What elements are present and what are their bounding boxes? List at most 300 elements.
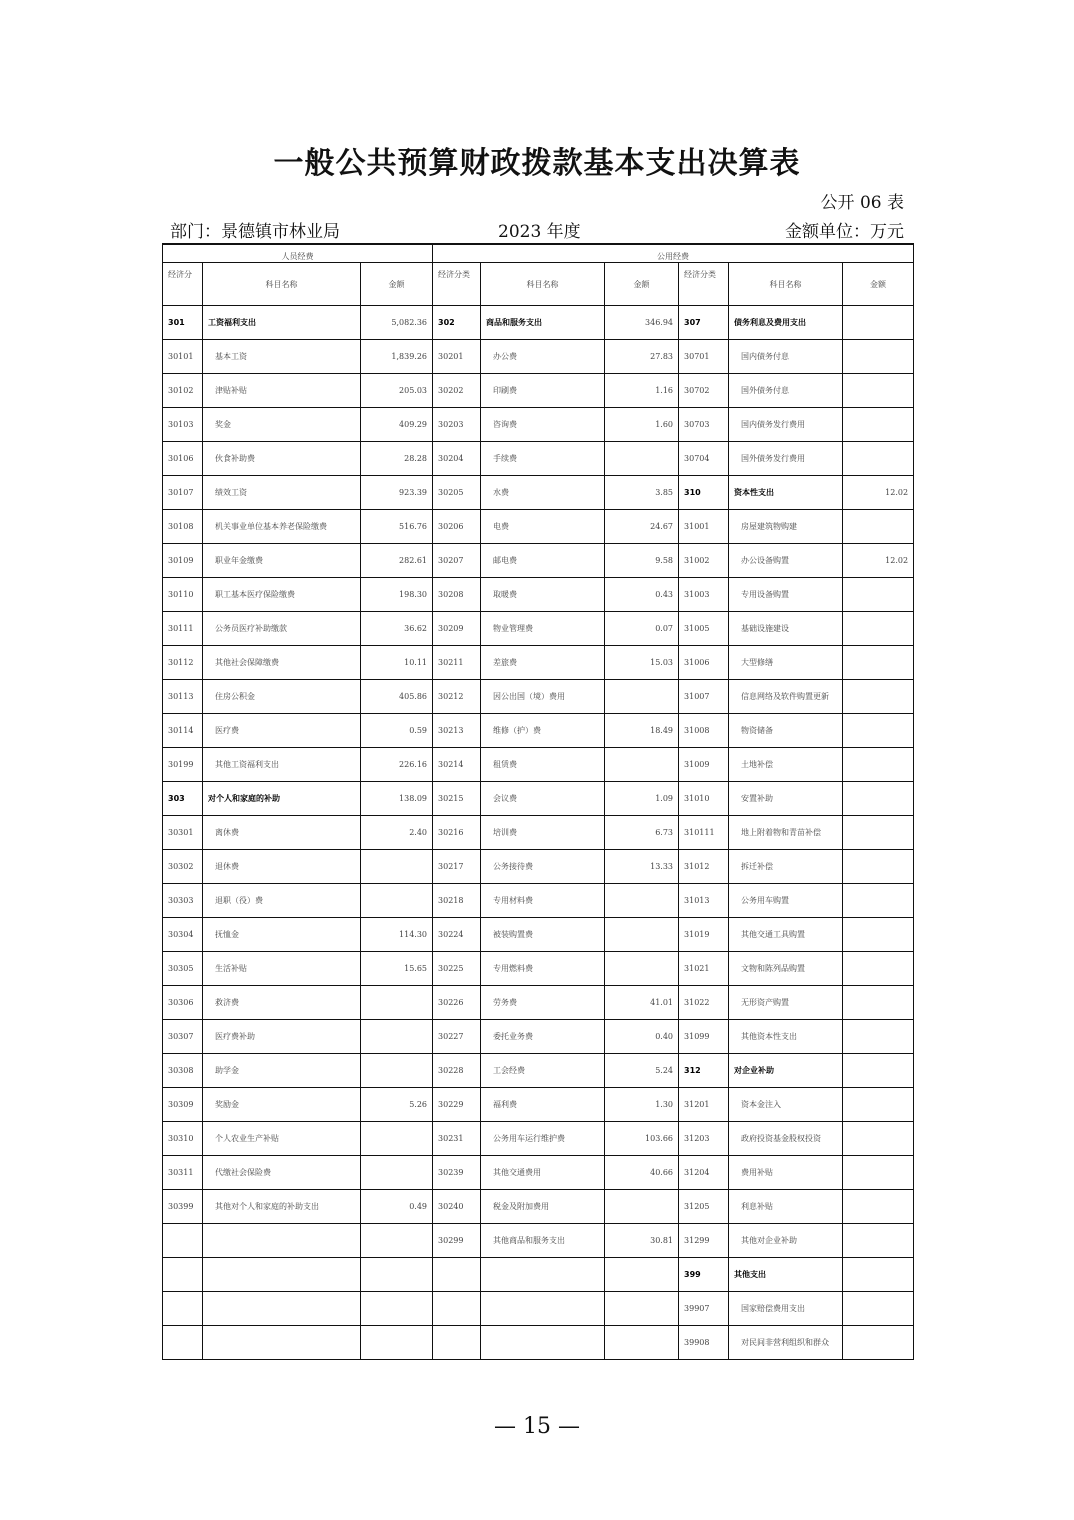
item-name-cell: 委托业务费 (481, 1020, 605, 1054)
item-name-cell: 其他商品和服务支出 (481, 1224, 605, 1258)
econ-code-cell: 31204 (679, 1156, 729, 1190)
econ-code-cell: 31010 (679, 782, 729, 816)
econ-code-cell: 30208 (433, 578, 481, 612)
econ-code-cell: 30103 (163, 408, 203, 442)
item-name-cell: 对民间非营利组织和群众 (729, 1326, 843, 1360)
econ-code-cell: 30239 (433, 1156, 481, 1190)
item-name-cell: 奖金 (203, 408, 361, 442)
econ-code-cell: 30217 (433, 850, 481, 884)
item-name-cell: 差旅费 (481, 646, 605, 680)
item-name-cell: 对个人和家庭的补助 (203, 782, 361, 816)
amount-cell: 28.28 (361, 442, 433, 476)
econ-code-cell: 30211 (433, 646, 481, 680)
econ-code-cell: 30110 (163, 578, 203, 612)
amount-cell (843, 1292, 914, 1326)
department: 部门：景德镇市林业局 (170, 222, 340, 242)
page-number: — 15 — (494, 1414, 580, 1439)
econ-code-cell: 31203 (679, 1122, 729, 1156)
table-row (163, 476, 914, 510)
amount-cell: 103.66 (605, 1122, 679, 1156)
econ-code-cell: 31013 (679, 884, 729, 918)
item-name-cell: 利息补贴 (729, 1190, 843, 1224)
item-name-cell: 专用设备购置 (729, 578, 843, 612)
item-name-cell: 无形资产购置 (729, 986, 843, 1020)
econ-code-cell: 30302 (163, 850, 203, 884)
column-header: 金额 (361, 263, 433, 306)
econ-code-cell: 30229 (433, 1088, 481, 1122)
table-row (163, 1020, 914, 1054)
amount-cell: 114.30 (361, 918, 433, 952)
amount-cell (361, 1224, 433, 1258)
amount-cell (605, 748, 679, 782)
item-name-cell: 政府投资基金股权投资 (729, 1122, 843, 1156)
item-name-cell: 办公设备购置 (729, 544, 843, 578)
item-name-cell: 奖励金 (203, 1088, 361, 1122)
amount-cell (843, 646, 914, 680)
econ-code-cell: 30207 (433, 544, 481, 578)
econ-code-cell: 30309 (163, 1088, 203, 1122)
econ-code-cell: 30202 (433, 374, 481, 408)
econ-code-cell: 31022 (679, 986, 729, 1020)
amount-cell: 15.65 (361, 952, 433, 986)
econ-code-cell: 31001 (679, 510, 729, 544)
item-name-cell: 离休费 (203, 816, 361, 850)
item-name-cell (481, 1292, 605, 1326)
item-name-cell: 职工基本医疗保险缴费 (203, 578, 361, 612)
item-name-cell: 国外债务付息 (729, 374, 843, 408)
econ-code-cell: 30240 (433, 1190, 481, 1224)
item-name-cell: 信息网络及软件购置更新 (729, 680, 843, 714)
table-row (163, 1326, 914, 1360)
amount-cell: 0.40 (605, 1020, 679, 1054)
econ-code-cell: 30306 (163, 986, 203, 1020)
econ-code-cell: 30111 (163, 612, 203, 646)
econ-code-cell: 39908 (679, 1326, 729, 1360)
amount-cell: 1,839.26 (361, 340, 433, 374)
table-row (163, 1190, 914, 1224)
item-name-cell: 办公费 (481, 340, 605, 374)
amount-cell: 346.94 (605, 306, 679, 340)
econ-code-cell: 30106 (163, 442, 203, 476)
amount-cell: 40.66 (605, 1156, 679, 1190)
econ-code-cell: 31012 (679, 850, 729, 884)
econ-code-cell: 31003 (679, 578, 729, 612)
amount-cell (843, 884, 914, 918)
econ-code-cell: 30102 (163, 374, 203, 408)
amount-cell (361, 1122, 433, 1156)
item-name-cell: 医疗费补助 (203, 1020, 361, 1054)
fiscal-year: 2023 年度 (498, 222, 581, 242)
item-name-cell: 医疗费 (203, 714, 361, 748)
item-name-cell (203, 1224, 361, 1258)
amount-cell (361, 1326, 433, 1360)
item-name-cell: 公务用车购置 (729, 884, 843, 918)
econ-code-cell: 30399 (163, 1190, 203, 1224)
column-header: 经济分类 (679, 263, 729, 306)
item-name-cell: 公务接待费 (481, 850, 605, 884)
item-name-cell: 助学金 (203, 1054, 361, 1088)
econ-code-cell: 30101 (163, 340, 203, 374)
item-name-cell: 其他支出 (729, 1258, 843, 1292)
econ-code-cell: 30305 (163, 952, 203, 986)
econ-code-cell: 30205 (433, 476, 481, 510)
amount-cell: 138.09 (361, 782, 433, 816)
amount-cell (843, 408, 914, 442)
item-name-cell: 房屋建筑物购建 (729, 510, 843, 544)
amount-cell (361, 986, 433, 1020)
econ-code-cell: 30702 (679, 374, 729, 408)
amount-cell (605, 1258, 679, 1292)
econ-code-cell: 30107 (163, 476, 203, 510)
amount-cell (843, 1020, 914, 1054)
econ-code-cell (163, 1326, 203, 1360)
amount-cell: 5.26 (361, 1088, 433, 1122)
item-name-cell: 退职（役）费 (203, 884, 361, 918)
item-name-cell: 机关事业单位基本养老保险缴费 (203, 510, 361, 544)
econ-code-cell: 30201 (433, 340, 481, 374)
item-name-cell (203, 1326, 361, 1360)
table-row (163, 306, 914, 340)
column-header: 经济分 (163, 263, 203, 306)
amount-cell (843, 1054, 914, 1088)
item-name-cell: 其他对企业补助 (729, 1224, 843, 1258)
amount-cell (843, 986, 914, 1020)
item-name-cell: 福利费 (481, 1088, 605, 1122)
econ-code-cell: 30203 (433, 408, 481, 442)
table-row (163, 1258, 914, 1292)
econ-code-cell: 30226 (433, 986, 481, 1020)
amount-cell (843, 748, 914, 782)
item-name-cell: 安置补助 (729, 782, 843, 816)
econ-code-cell: 31205 (679, 1190, 729, 1224)
table-row (163, 1088, 914, 1122)
amount-cell (843, 340, 914, 374)
item-name-cell: 税金及附加费用 (481, 1190, 605, 1224)
amount-cell (605, 884, 679, 918)
econ-code-cell (433, 1326, 481, 1360)
econ-code-cell: 31005 (679, 612, 729, 646)
item-name-cell: 个人农业生产补贴 (203, 1122, 361, 1156)
column-header: 金额 (605, 263, 679, 306)
column-header: 经济分类 (433, 263, 481, 306)
amount-cell: 12.02 (843, 544, 914, 578)
amount-cell: 10.11 (361, 646, 433, 680)
table-row (163, 612, 914, 646)
item-name-cell: 土地补偿 (729, 748, 843, 782)
econ-code-cell (433, 1292, 481, 1326)
table-row (163, 340, 914, 374)
econ-code-cell: 30213 (433, 714, 481, 748)
item-name-cell: 电费 (481, 510, 605, 544)
table-row (163, 1156, 914, 1190)
amount-cell: 205.03 (361, 374, 433, 408)
econ-code-cell: 310111 (679, 816, 729, 850)
econ-code-cell (163, 1292, 203, 1326)
amount-cell: 12.02 (843, 476, 914, 510)
table-row (163, 680, 914, 714)
table-row (163, 850, 914, 884)
table-row (163, 1054, 914, 1088)
table-row (163, 374, 914, 408)
item-name-cell: 被装购置费 (481, 918, 605, 952)
econ-code-cell: 30216 (433, 816, 481, 850)
table-row (163, 782, 914, 816)
amount-cell (843, 1326, 914, 1360)
item-name-cell: 专用燃料费 (481, 952, 605, 986)
econ-code-cell: 31007 (679, 680, 729, 714)
econ-code-cell: 30204 (433, 442, 481, 476)
amount-cell (843, 578, 914, 612)
amount-cell (361, 884, 433, 918)
amount-cell: 405.86 (361, 680, 433, 714)
amount-cell: 9.58 (605, 544, 679, 578)
amount-cell: 13.33 (605, 850, 679, 884)
table-row (163, 442, 914, 476)
econ-code-cell: 301 (163, 306, 203, 340)
econ-code-cell: 31009 (679, 748, 729, 782)
amount-cell (361, 850, 433, 884)
econ-code-cell: 30224 (433, 918, 481, 952)
econ-code-cell: 31019 (679, 918, 729, 952)
table-row (163, 952, 914, 986)
item-name-cell: 咨询费 (481, 408, 605, 442)
item-name-cell: 拆迁补偿 (729, 850, 843, 884)
amount-cell (361, 1156, 433, 1190)
item-name-cell (481, 1326, 605, 1360)
amount-cell: 0.49 (361, 1190, 433, 1224)
item-name-cell: 资本性支出 (729, 476, 843, 510)
amount-cell (843, 1190, 914, 1224)
amount-cell (605, 680, 679, 714)
amount-cell (843, 1088, 914, 1122)
item-name-cell: 其他社会保障缴费 (203, 646, 361, 680)
item-name-cell: 印刷费 (481, 374, 605, 408)
econ-code-cell: 30218 (433, 884, 481, 918)
item-name-cell: 其他对个人和家庭的补助支出 (203, 1190, 361, 1224)
econ-code-cell: 31008 (679, 714, 729, 748)
amount-cell: 30.81 (605, 1224, 679, 1258)
amount-cell: 5.24 (605, 1054, 679, 1088)
amount-cell: 409.29 (361, 408, 433, 442)
amount-cell: 1.30 (605, 1088, 679, 1122)
amount-cell: 18.49 (605, 714, 679, 748)
econ-code-cell: 307 (679, 306, 729, 340)
amount-cell (843, 510, 914, 544)
item-name-cell: 基本工资 (203, 340, 361, 374)
group-header-row (163, 244, 914, 263)
econ-code-cell: 310 (679, 476, 729, 510)
table-row (163, 578, 914, 612)
amount-cell (605, 1292, 679, 1326)
econ-code-cell: 30113 (163, 680, 203, 714)
econ-code-cell: 30701 (679, 340, 729, 374)
item-name-cell: 其他资本性支出 (729, 1020, 843, 1054)
econ-code-cell: 30307 (163, 1020, 203, 1054)
amount-cell (361, 1292, 433, 1326)
table-number: 公开 06 表 (820, 193, 904, 213)
econ-code-cell: 303 (163, 782, 203, 816)
econ-code-cell: 30214 (433, 748, 481, 782)
amount-cell: 3.85 (605, 476, 679, 510)
econ-code-cell: 30231 (433, 1122, 481, 1156)
amount-cell: 923.39 (361, 476, 433, 510)
item-name-cell: 抚恤金 (203, 918, 361, 952)
amount-cell (361, 1054, 433, 1088)
amount-cell (605, 1190, 679, 1224)
item-name-cell: 商品和服务支出 (481, 306, 605, 340)
item-name-cell: 住房公积金 (203, 680, 361, 714)
item-name-cell (203, 1258, 361, 1292)
amount-cell: 6.73 (605, 816, 679, 850)
item-name-cell: 代缴社会保险费 (203, 1156, 361, 1190)
amount-cell (605, 442, 679, 476)
econ-code-cell (433, 1258, 481, 1292)
amount-cell: 282.61 (361, 544, 433, 578)
item-name-cell (203, 1292, 361, 1326)
econ-code-cell: 30114 (163, 714, 203, 748)
item-name-cell: 国外债务发行费用 (729, 442, 843, 476)
econ-code-cell (163, 1224, 203, 1258)
table-row (163, 408, 914, 442)
amount-cell: 24.67 (605, 510, 679, 544)
econ-code-cell: 31299 (679, 1224, 729, 1258)
amount-cell (843, 714, 914, 748)
item-name-cell: 国内债务付息 (729, 340, 843, 374)
econ-code-cell: 30310 (163, 1122, 203, 1156)
econ-code-cell: 30206 (433, 510, 481, 544)
item-name-cell: 邮电费 (481, 544, 605, 578)
amount-cell (843, 816, 914, 850)
item-name-cell: 会议费 (481, 782, 605, 816)
item-name-cell: 津贴补贴 (203, 374, 361, 408)
econ-code-cell: 31002 (679, 544, 729, 578)
item-name-cell: 伙食补助费 (203, 442, 361, 476)
expenditure-table (162, 243, 914, 1360)
table-row (163, 510, 914, 544)
econ-code-cell: 30304 (163, 918, 203, 952)
amount-cell: 226.16 (361, 748, 433, 782)
item-name-cell: 物业管理费 (481, 612, 605, 646)
item-name-cell: 地上附着物和青苗补偿 (729, 816, 843, 850)
column-header: 科目名称 (729, 263, 843, 306)
table-row (163, 714, 914, 748)
item-name-cell: 工会经费 (481, 1054, 605, 1088)
amount-cell (843, 1122, 914, 1156)
amount-unit: 金额单位：万元 (785, 222, 904, 242)
amount-cell: 2.40 (361, 816, 433, 850)
table-row (163, 646, 914, 680)
amount-cell (361, 1020, 433, 1054)
item-name-cell: 资本金注入 (729, 1088, 843, 1122)
item-name-cell: 债务利息及费用支出 (729, 306, 843, 340)
group-public: 公用经费 (433, 244, 914, 263)
table-row (163, 1292, 914, 1326)
amount-cell: 0.07 (605, 612, 679, 646)
amount-cell: 27.83 (605, 340, 679, 374)
item-name-cell: 费用补贴 (729, 1156, 843, 1190)
table-row (163, 986, 914, 1020)
amount-cell (843, 850, 914, 884)
amount-cell: 1.09 (605, 782, 679, 816)
column-header: 科目名称 (481, 263, 605, 306)
amount-cell (361, 1258, 433, 1292)
amount-cell (605, 1326, 679, 1360)
amount-cell: 36.62 (361, 612, 433, 646)
amount-cell: 198.30 (361, 578, 433, 612)
item-name-cell: 公务员医疗补助缴款 (203, 612, 361, 646)
econ-code-cell: 30215 (433, 782, 481, 816)
amount-cell (843, 374, 914, 408)
table-row (163, 918, 914, 952)
econ-code-cell: 30108 (163, 510, 203, 544)
item-name-cell: 文物和陈列品购置 (729, 952, 843, 986)
item-name-cell: 对企业补助 (729, 1054, 843, 1088)
econ-code-cell: 30225 (433, 952, 481, 986)
table-row (163, 816, 914, 850)
item-name-cell: 退休费 (203, 850, 361, 884)
econ-code-cell: 302 (433, 306, 481, 340)
item-name-cell: 租赁费 (481, 748, 605, 782)
amount-cell: 15.03 (605, 646, 679, 680)
econ-code-cell: 30301 (163, 816, 203, 850)
table-row (163, 1224, 914, 1258)
item-name-cell: 其他交通费用 (481, 1156, 605, 1190)
amount-cell (843, 782, 914, 816)
column-header: 金额 (843, 263, 914, 306)
item-name-cell: 其他交通工具购置 (729, 918, 843, 952)
page-title: 一般公共预算财政拨款基本支出决算表 (273, 146, 801, 181)
amount-cell: 0.59 (361, 714, 433, 748)
amount-cell (843, 442, 914, 476)
amount-cell (843, 612, 914, 646)
table-row (163, 544, 914, 578)
amount-cell: 41.01 (605, 986, 679, 1020)
econ-code-cell: 30227 (433, 1020, 481, 1054)
econ-code-cell: 30311 (163, 1156, 203, 1190)
amount-cell (605, 918, 679, 952)
column-header: 科目名称 (203, 263, 361, 306)
item-name-cell: 维修（护）费 (481, 714, 605, 748)
econ-code-cell: 30703 (679, 408, 729, 442)
amount-cell (605, 952, 679, 986)
econ-code-cell: 30308 (163, 1054, 203, 1088)
item-name-cell: 国家赔偿费用支出 (729, 1292, 843, 1326)
item-name-cell (481, 1258, 605, 1292)
econ-code-cell: 30212 (433, 680, 481, 714)
econ-code-cell: 30112 (163, 646, 203, 680)
econ-code-cell: 39907 (679, 1292, 729, 1326)
table-row (163, 884, 914, 918)
item-name-cell: 取暖费 (481, 578, 605, 612)
item-name-cell: 救济费 (203, 986, 361, 1020)
amount-cell: 1.16 (605, 374, 679, 408)
item-name-cell: 工资福利支出 (203, 306, 361, 340)
amount-cell (843, 1258, 914, 1292)
amount-cell: 5,082.36 (361, 306, 433, 340)
amount-cell: 0.43 (605, 578, 679, 612)
item-name-cell: 公务用车运行维护费 (481, 1122, 605, 1156)
amount-cell (843, 680, 914, 714)
econ-code-cell: 31021 (679, 952, 729, 986)
item-name-cell: 大型修缮 (729, 646, 843, 680)
item-name-cell: 国内债务发行费用 (729, 408, 843, 442)
item-name-cell: 培训费 (481, 816, 605, 850)
item-name-cell: 劳务费 (481, 986, 605, 1020)
table-row (163, 1122, 914, 1156)
econ-code-cell: 30209 (433, 612, 481, 646)
amount-cell (843, 306, 914, 340)
item-name-cell: 绩效工资 (203, 476, 361, 510)
